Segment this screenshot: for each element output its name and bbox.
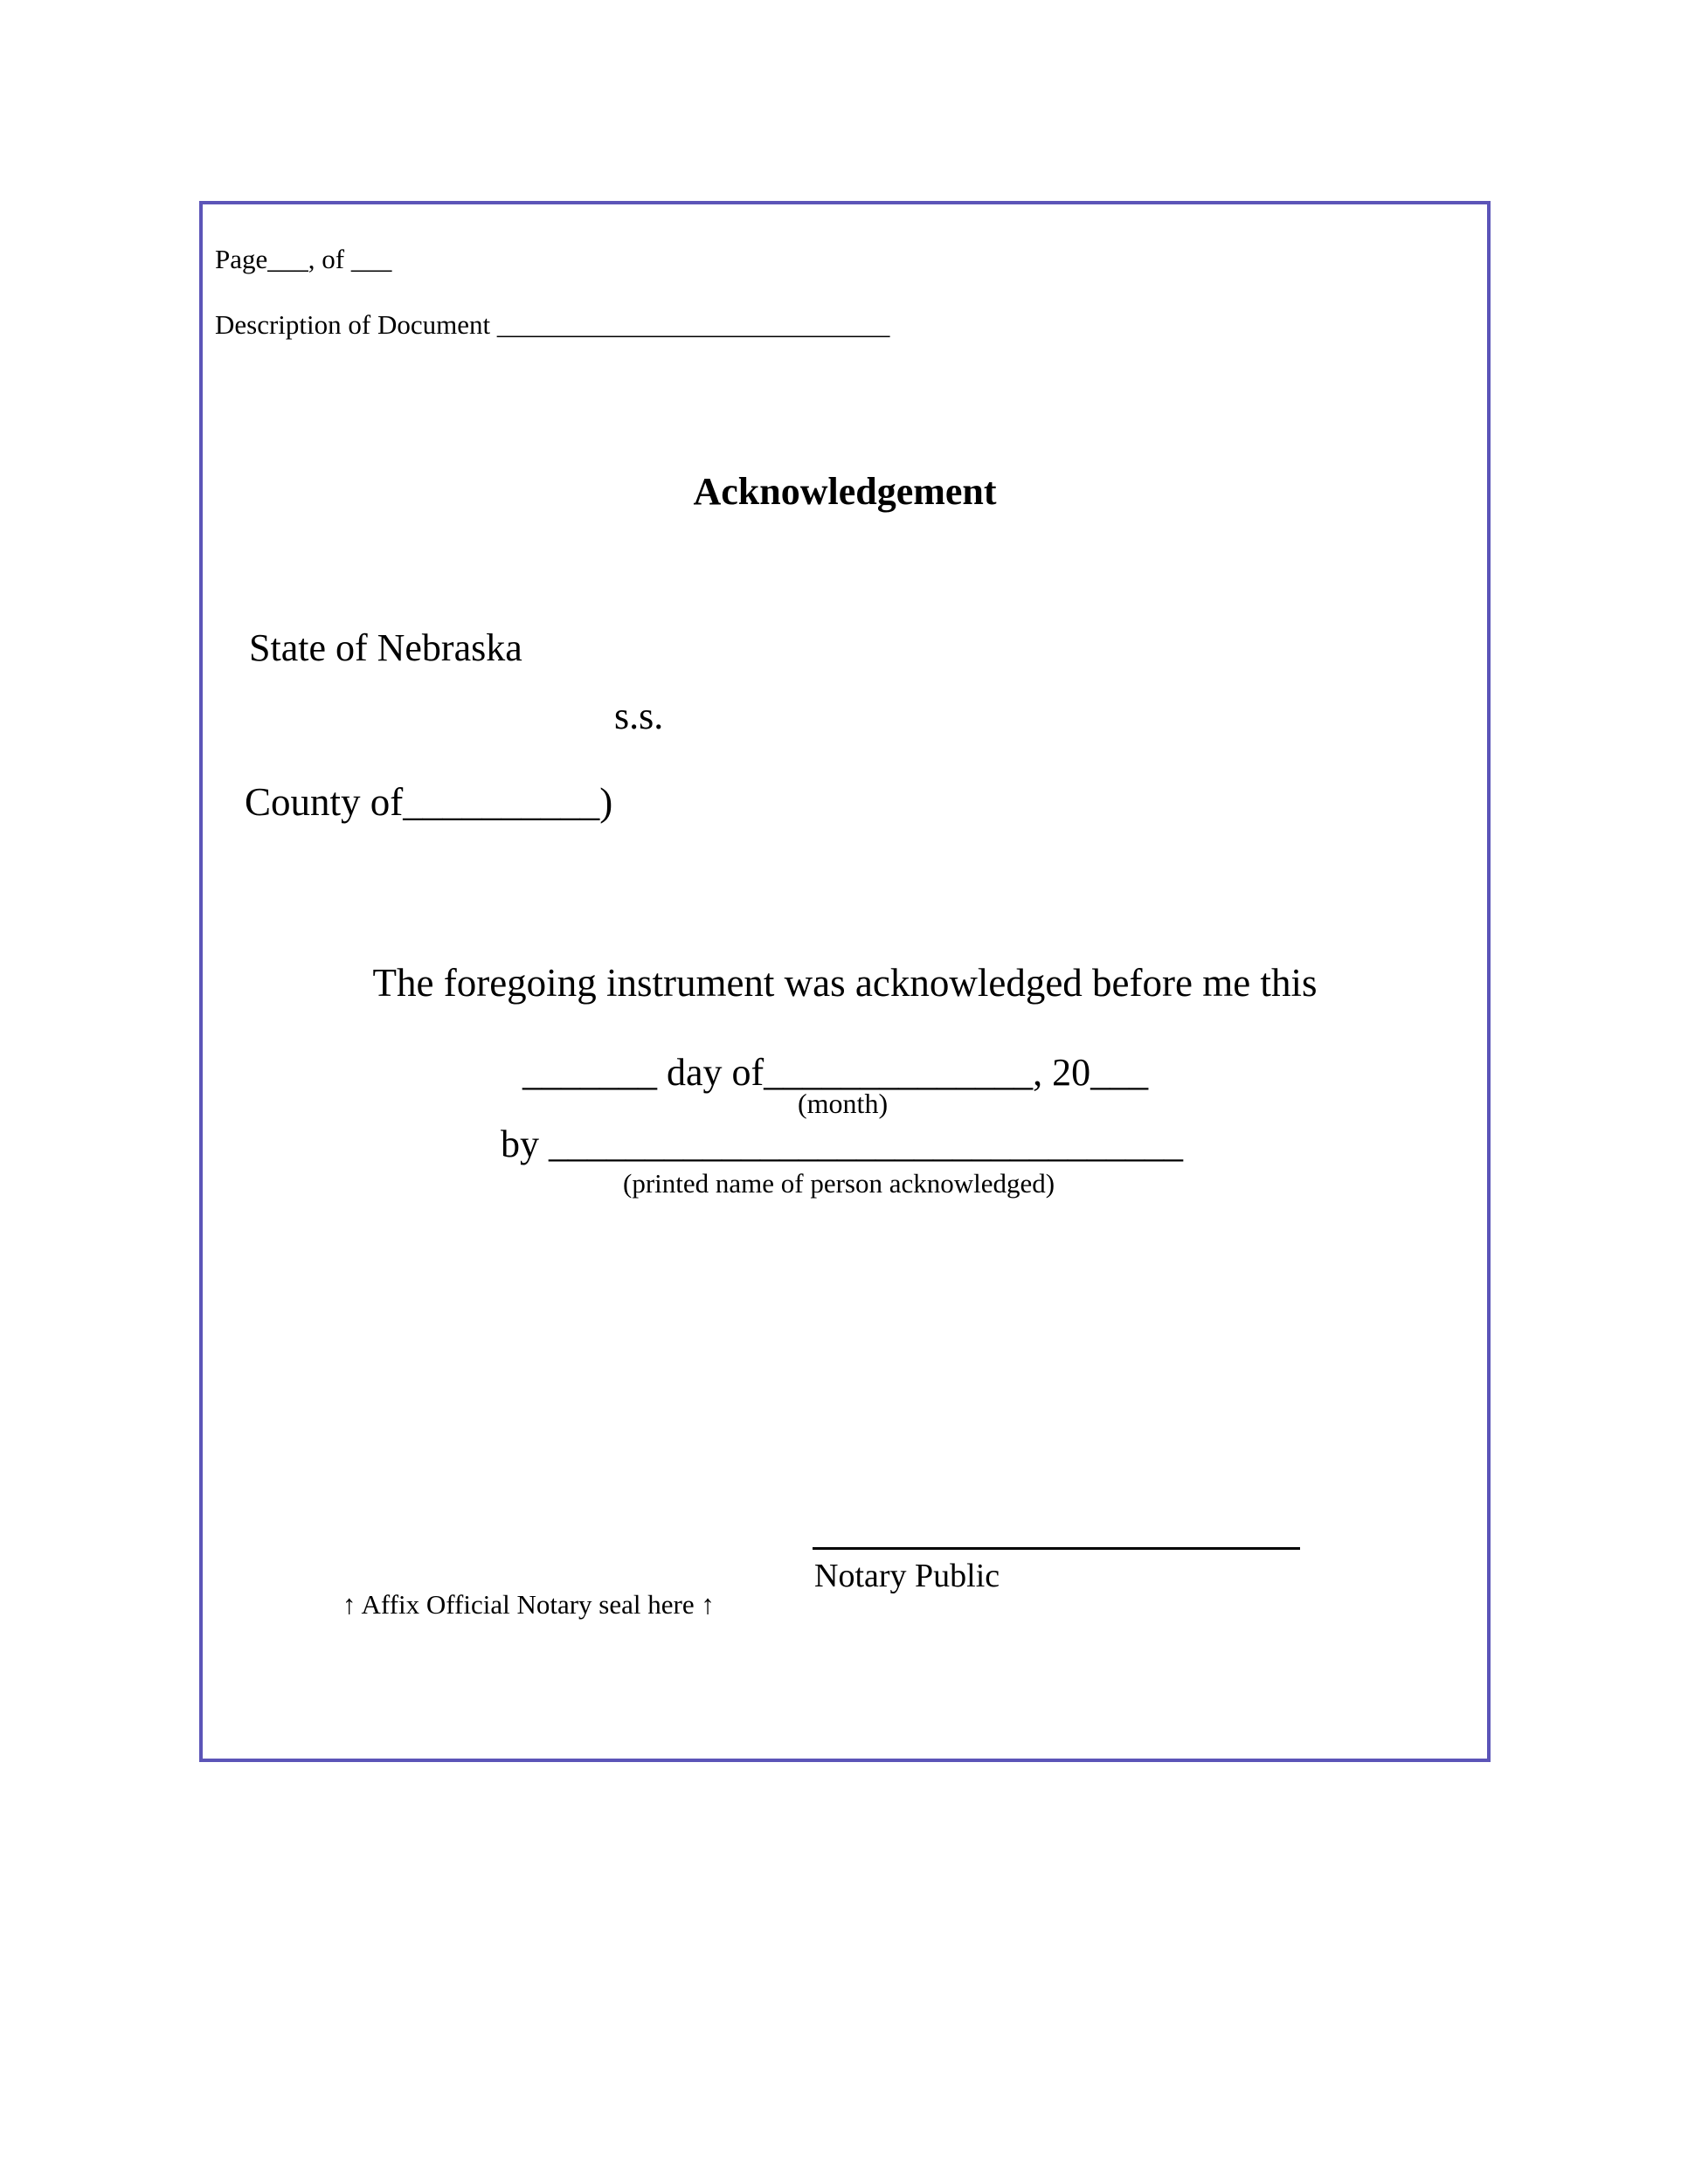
page-number-line: Page___, of ___ bbox=[215, 244, 392, 274]
date-blank-line: _______ day of______________, 20___ bbox=[522, 1051, 1149, 1094]
notary-public-label: Notary Public bbox=[814, 1558, 1000, 1594]
month-caption: (month) bbox=[798, 1088, 889, 1119]
form-title: Acknowledgement bbox=[693, 470, 997, 513]
by-line: by _________________________________ bbox=[501, 1123, 1183, 1165]
ss-label: s.s. bbox=[614, 695, 664, 737]
county-line: County of__________) bbox=[245, 780, 613, 824]
acknowledgement-sentence: The foregoing instrument was acknowledged before me this bbox=[372, 961, 1318, 1005]
description-of-document-line: Description of Document _____________________________ bbox=[215, 309, 890, 340]
notary-signature-line bbox=[813, 1547, 1300, 1550]
state-line: State of Nebraska bbox=[249, 626, 522, 669]
seal-instruction: ↑ Affix Official Notary seal here ↑ bbox=[342, 1589, 715, 1620]
printed-name-caption: (printed name of person acknowledged) bbox=[623, 1168, 1055, 1199]
